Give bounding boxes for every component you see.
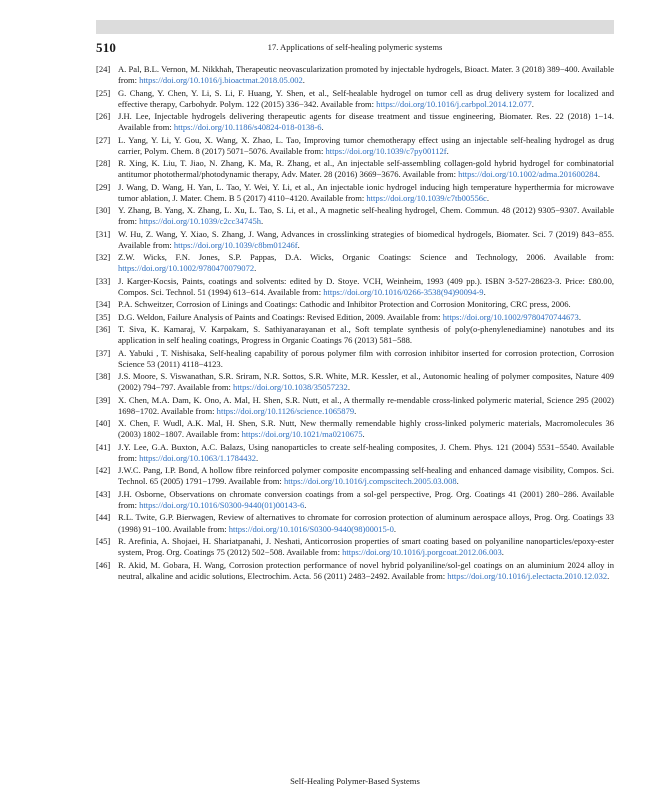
doi-link[interactable]: https://doi.org/10.1021/ma0210675 (241, 429, 363, 440)
reference-text: G. Chang, Y. Chen, Y. Li, S. Li, F. Huang, Y. Shen, et al., Self-healable hydrogel on tumor cell as drug delivery system for localized and effective therapy, Carbohydr. Polym. 122 (2015) 336−342. Available from: (118, 87, 614, 109)
doi-link[interactable]: https://doi.org/10.1038/35057232 (233, 382, 348, 393)
doi-link[interactable]: https://doi.org/10.1016/j.porgcoat.2012.06.003 (342, 547, 502, 558)
reference-number: [27] (96, 134, 111, 145)
reference-item (96, 560, 614, 582)
reference-item (96, 135, 614, 157)
reference-tail: . (578, 311, 581, 322)
doi-link[interactable]: https://doi.org/10.1002/adma.201600284 (458, 169, 598, 180)
reference-item (96, 512, 614, 534)
doi-link[interactable]: https://doi.org/10.1016/S0300-9440(01)00143-6 (139, 500, 305, 510)
reference-item (96, 88, 614, 110)
reference-number: [32] (96, 252, 111, 263)
reference-text: R.L. Twite, G.P. Bierwagen, Review of alternatives to chromate for corrosion protection of aluminum aerospace alloys, Prog. Org. Coatings 33 (1998) 91−100. Available from: (118, 512, 614, 534)
reference-number: [31] (96, 228, 111, 239)
reference-text: W. Hu, Z. Wang, Y. Xiao, S. Zhang, J. Wang, Advances in crosslinking strategies of biomedical hydrogels, Biomater. Sci. 7 (2019) 843−855. Available from: (118, 228, 614, 250)
reference-item (96, 489, 614, 511)
reference-tail: . (483, 286, 486, 297)
reference-tail: . (393, 523, 396, 534)
doi-link[interactable]: https://doi.org/10.1016/S0300-9440(98)00015-0 (228, 523, 394, 534)
reference-tail: . (486, 192, 489, 203)
header-bar (96, 20, 614, 34)
reference-tail: . (597, 169, 600, 180)
reference-item (96, 182, 614, 204)
reference-number: [26] (96, 111, 111, 122)
reference-number: [36] (96, 324, 111, 335)
reference-number: [42] (96, 465, 111, 476)
reference-item (96, 111, 614, 133)
doi-link[interactable]: https://doi.org/10.1039/c7tb00556c (366, 192, 487, 203)
reference-item (96, 442, 614, 464)
reference-tail: . (607, 570, 610, 581)
reference-tail: . (531, 98, 534, 109)
reference-item (96, 64, 614, 86)
reference-text: R. Xing, K. Liu, T. Jiao, N. Zhang, K. Ma, R. Zhang, et al., An injectable self-assembling collagen-gold hybrid hydrogel for combinatorial antitumor photothermal/photodynamic therapy, Adv. Mater. 28 (2016) 3669−3676. Available from: (118, 158, 614, 180)
reference-tail: . (456, 476, 459, 487)
doi-link[interactable]: https://doi.org/10.1126/science.1065879 (216, 405, 355, 416)
reference-tail: . (304, 500, 307, 510)
reference-text: X. Chen, F. Wudl, A.K. Mal, H. Shen, S.R. Nutt, New thermally remendable highly cross-linked polymeric materials, Macromolecules 36 (2003) 1802−1807. Available from: (118, 418, 614, 440)
reference-tail: . (297, 239, 300, 250)
reference-text: J.S. Moore, S. Viswanathan, S.R. Sriram, N.R. Sottos, S.R. White, M.R. Kessler, et al., Autonomic healing of polymer composites, Nature 409 (2002) 794−797. Available from: (118, 371, 614, 393)
doi-link[interactable]: https://doi.org/10.1016/j.electacta.2010.12.032 (447, 570, 608, 581)
doi-link[interactable]: https://doi.org/10.1002/9780470079072 (118, 263, 255, 274)
reference-tail: . (362, 429, 365, 440)
reference-text: Y. Zhang, B. Yang, X. Zhang, L. Xu, L. Tao, S. Li, et al., A magnetic self-healing hydrogel, Chem. Commun. 48 (2012) 9305−9307. Available from: (118, 205, 614, 227)
reference-number: [29] (96, 181, 111, 192)
reference-item (96, 348, 614, 370)
reference-tail: . (261, 216, 264, 227)
reference-text: T. Siva, K. Kamaraj, V. Karpakam, S. Sathiyanarayanan et al., Soft template synthesis of poly(o-phenylenediamine) nanotubes and its application in self healing coatings, Progress in Organic Coatings 76 (2013) 581−588. (118, 324, 614, 346)
doi-link[interactable]: https://doi.org/10.1016/0266-3538(94)90094-9 (323, 286, 484, 297)
reference-number: [24] (96, 64, 111, 74)
doi-link[interactable]: https://doi.org/10.1039/c8bm01246f (173, 239, 298, 250)
reference-item (96, 395, 614, 417)
reference-number: [28] (96, 158, 111, 169)
reference-item (96, 324, 614, 346)
reference-number: [38] (96, 371, 111, 382)
reference-item (96, 465, 614, 487)
reference-item (96, 276, 614, 298)
doi-link[interactable]: https://doi.org/10.1063/1.1784432 (139, 452, 257, 463)
reference-text: J. Karger-Kocsis, Paints, coatings and solvents: edited by D. Stoye. VCH, Weinheim, 1993 (409 pp.). ISBN 3-527-28623-3. Price: £80.00, Compos. Sci. Technol. 51 (1994) 613−614. Available from: (118, 275, 614, 297)
reference-number: [35] (96, 311, 111, 322)
reference-text: R. Akid, M. Gobara, H. Wang, Corrosion protection performance of novel hybrid polyaniline/sol-gel coatings on an aluminium 2024 alloy in neutral, alkaline and acidic solutions, Electrochim. Acta. 56 (2011) 2483−2492. Available from: (118, 559, 614, 581)
reference-tail: . (347, 382, 350, 393)
reference-number: [44] (96, 512, 111, 523)
reference-text: P.A. Schweitzer, Corrosion of Linings and Coatings: Cathodic and Inhibitor Protection and Corrosion Monitoring, CRC press, 2006. (118, 299, 571, 310)
reference-item (96, 312, 614, 323)
reference-text: D.G. Weldon, Failure Analysis of Paints and Coatings: Revised Edition, 2009. Available from: (118, 311, 443, 322)
reference-item (96, 371, 614, 393)
reference-text: J.Y. Lee, G.A. Buxton, A.C. Balazs, Using nanoparticles to create self-healing composites, J. Chem. Phys. 121 (2004) 5531−5540. Available from: (118, 441, 614, 463)
reference-item (96, 252, 614, 274)
reference-number: [25] (96, 87, 111, 98)
reference-number: [34] (96, 299, 111, 310)
footer-book-title: Self-Healing Polymer-Based Systems (290, 776, 420, 786)
reference-item (96, 158, 614, 180)
reference-item (96, 229, 614, 251)
doi-link[interactable]: https://doi.org/10.1016/j.carbpol.2014.12.077 (376, 98, 532, 109)
doi-link[interactable]: https://doi.org/10.1039/c2cc34745h (139, 216, 262, 227)
reference-item (96, 418, 614, 440)
page-number: 510 (96, 40, 117, 55)
reference-item (96, 299, 614, 310)
reference-tail: . (321, 122, 324, 133)
reference-number: [39] (96, 394, 111, 405)
doi-link[interactable]: https://doi.org/10.1016/j.bioactmat.2018.05.002 (139, 75, 303, 86)
reference-number: [37] (96, 347, 111, 358)
reference-text: L. Yang, Y. Li, Y. Gou, X. Wang, X. Zhao, L. Tao, Improving tumor chemotherapy effect using an injectable self-healing hydrogel as drug carrier, Polym. Chem. 8 (2017) 5071−5076. Available from: (118, 134, 614, 156)
doi-link[interactable]: https://doi.org/10.1186/s40824-018-0138-6 (173, 122, 322, 133)
reference-number: [41] (96, 441, 111, 452)
reference-item (96, 536, 614, 558)
reference-number: [46] (96, 559, 111, 570)
reference-number: [45] (96, 535, 111, 546)
reference-tail: . (446, 145, 449, 156)
doi-link[interactable]: https://doi.org/10.1016/j.compscitech.2005.03.008 (283, 476, 457, 487)
doi-link[interactable]: https://doi.org/10.1002/9780470744673 (442, 311, 579, 322)
running-title: 17. Applications of self-healing polymeric systems (267, 42, 443, 52)
reference-tail: . (302, 75, 305, 86)
reference-text: R. Arefinia, A. Shojaei, H. Shariatpanahi, J. Neshati, Anticorrosion properties of smart coating based on polyaniline nanoparticles/epoxy-ester system, Prog. Org. Coatings 75 (2012) 502−508. Available from: (118, 535, 614, 558)
reference-number: [40] (96, 418, 111, 429)
reference-text: J. Wang, D. Wang, H. Yan, L. Tao, Y. Wei, Y. Li, et al., An injectable ionic hydrogel inducing high temperature hyperthermia for microwave tumor ablation, J. Mater. Chem. B 5 (2017) 4110−4120. Available from: (118, 181, 614, 203)
reference-tail: . (354, 405, 357, 416)
reference-tail: . (256, 452, 259, 463)
reference-text: J.H. Osborne, Observations on chromate conversion coatings from a sol-gel perspective, Prog. Org. Coatings 41 (2001) 280−286. Available from: (118, 488, 614, 510)
doi-link[interactable]: https://doi.org/10.1039/c7py00112f (325, 145, 447, 156)
reference-tail: . (254, 263, 257, 274)
reference-number: [43] (96, 488, 111, 499)
reference-text: J.H. Lee, Injectable hydrogels delivering therapeutic agents for disease treatment and tissue engineering, Biomater. Res. 22 (2018) 1−14. Available from: (118, 111, 614, 133)
reference-text: Z.W. Wicks, F.N. Jones, S.P. Pappas, D.A. Wicks, Organic Coatings: Science and Technology, 2006. Available from: (118, 252, 614, 263)
reference-text: A. Pal, B.L. Vernon, M. Nikkhah, Therapeutic neovascularization promoted by injectable hydrogels, Bioact. Mater. 3 (2018) 389−400. Available from: (118, 64, 614, 86)
reference-list (96, 64, 614, 583)
reference-text: J.W.C. Pang, I.P. Bond, A hollow fibre reinforced polymer composite encompassing self-healing and enhanced damage visibility, Compos. Sci. Technol. 65 (2005) 1791−1799. Available from: (118, 465, 614, 487)
reference-number: [30] (96, 205, 111, 216)
reference-text: X. Chen, M.A. Dam, K. Ono, A. Mal, H. Shen, S.R. Nutt, et al., A thermally re-mendable cross-linked polymeric material, Science 295 (2002) 1698−1702. Available from: (118, 394, 614, 416)
reference-text: A. Yabuki , T. Nishisaka, Self-healing capability of porous polymer film with corrosion inhibitor inserted for corrosion protection, Corrosion Science 53 (2011) 4118−4123. (118, 347, 614, 369)
reference-item (96, 205, 614, 227)
reference-number: [33] (96, 275, 111, 286)
reference-tail: . (501, 547, 504, 558)
